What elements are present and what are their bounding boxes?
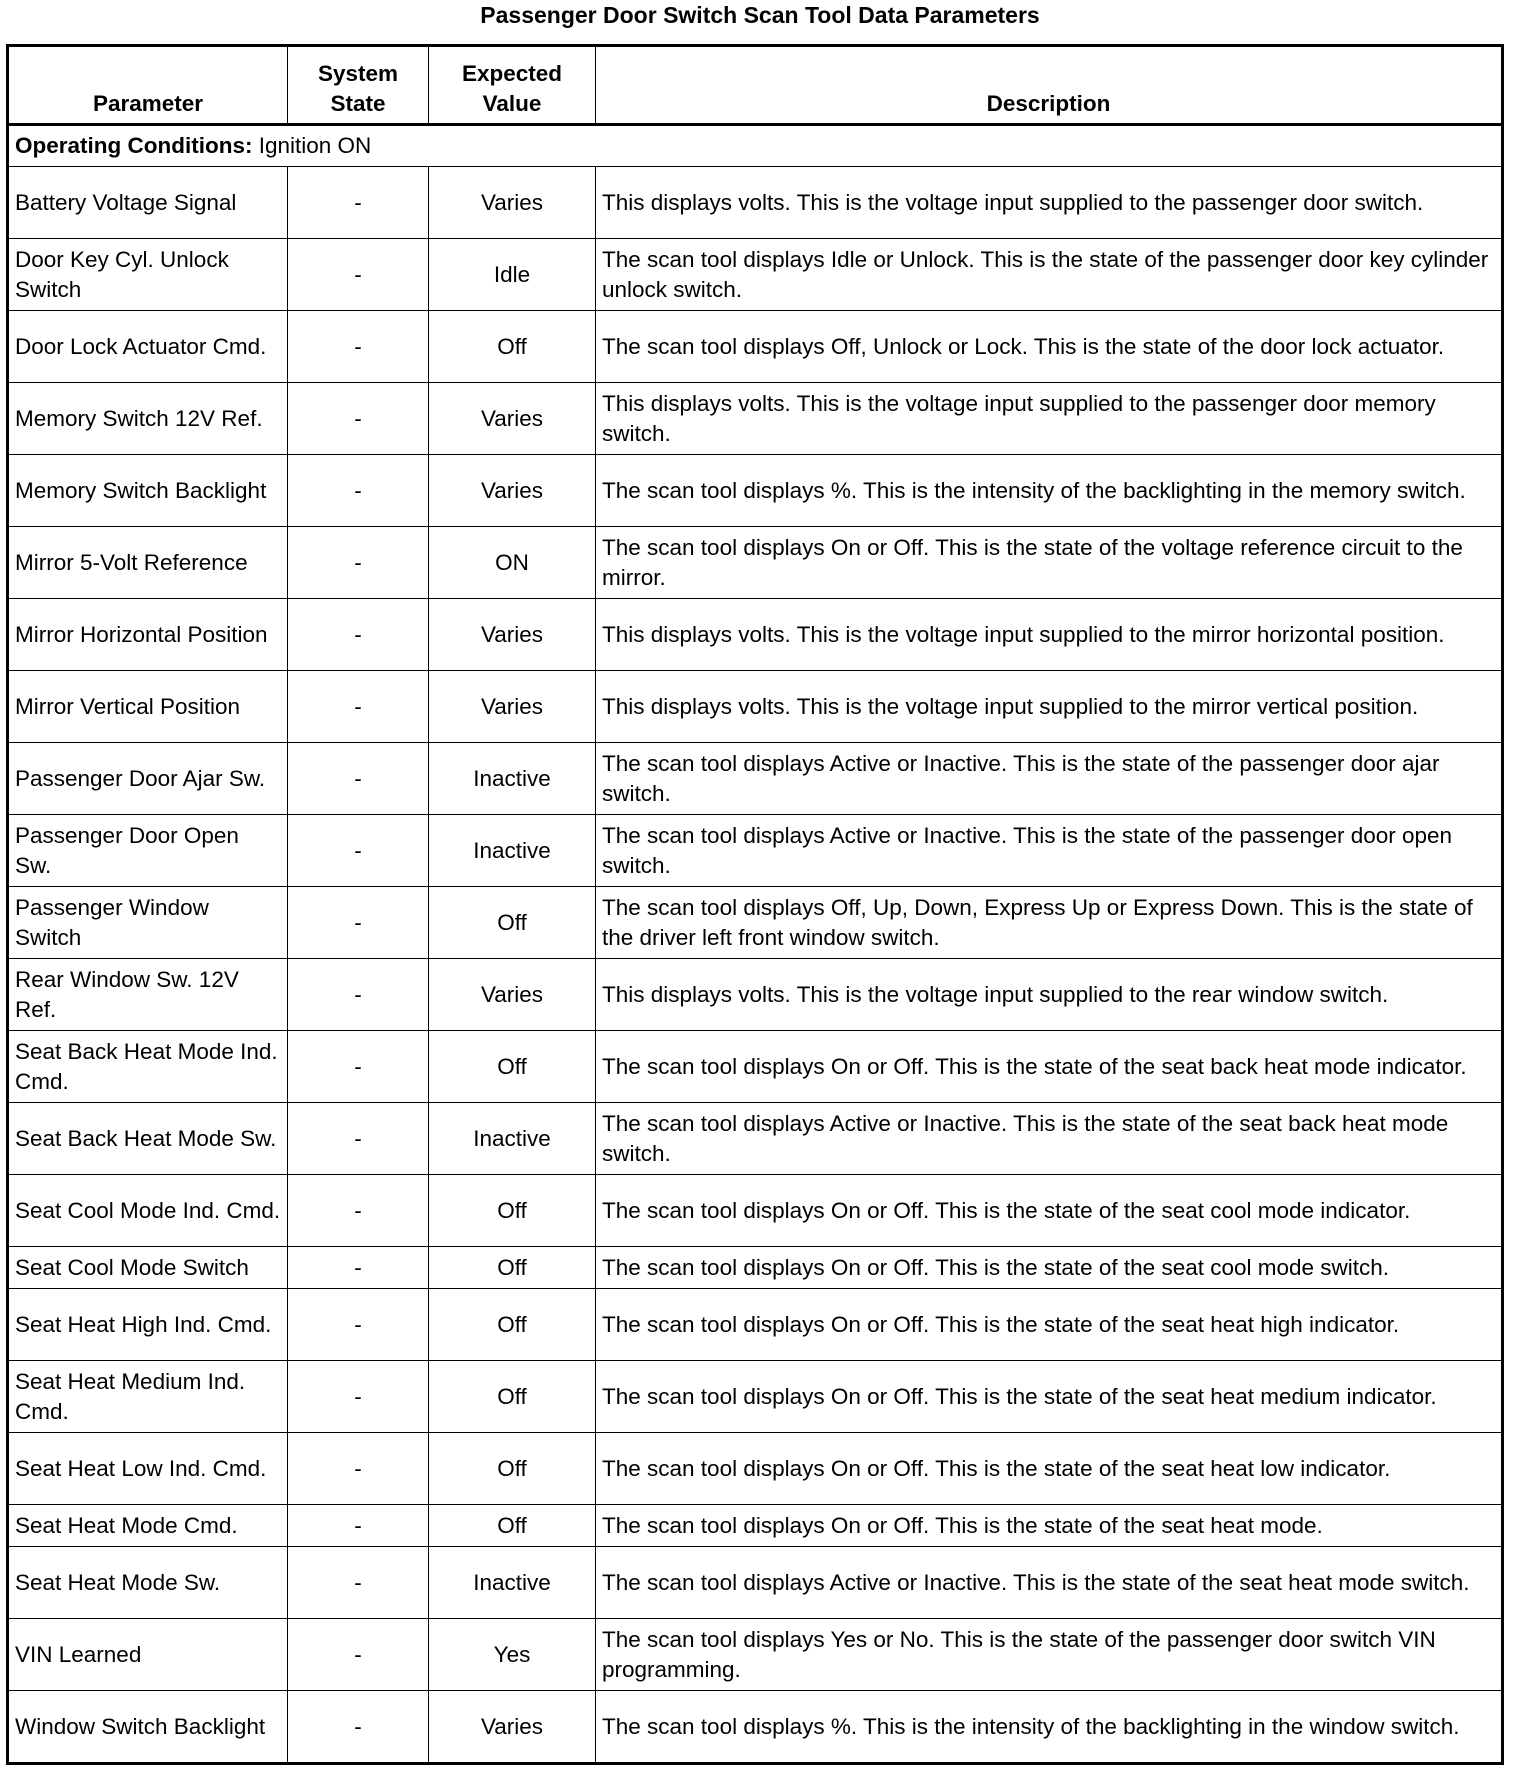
system-state-cell: - <box>288 311 429 383</box>
expected-value-cell: Inactive <box>429 743 596 815</box>
system-state-cell: - <box>288 1547 429 1619</box>
description-cell: The scan tool displays Off, Up, Down, Express Up or Express Down. This is the state of the driver left front window switch. <box>596 887 1503 959</box>
system-state-cell: - <box>288 1361 429 1433</box>
table-row <box>8 311 1503 383</box>
parameter-cell: Battery Voltage Signal <box>8 167 288 239</box>
description-cell: The scan tool displays On or Off. This is the state of the seat heat low indicator. <box>596 1433 1503 1505</box>
parameter-cell: Door Key Cyl. Unlock Switch <box>8 239 288 311</box>
header-system-state: System State <box>288 46 429 125</box>
parameter-cell: Passenger Door Ajar Sw. <box>8 743 288 815</box>
description-cell: This displays volts. This is the voltage input supplied to the rear window switch. <box>596 959 1503 1031</box>
table-row <box>8 1691 1503 1764</box>
table-row <box>8 1361 1503 1433</box>
expected-value-cell: Yes <box>429 1619 596 1691</box>
expected-value-cell: Varies <box>429 167 596 239</box>
table-row <box>8 1433 1503 1505</box>
parameters-table <box>6 44 1504 1765</box>
system-state-cell: - <box>288 671 429 743</box>
parameter-cell: Window Switch Backlight <box>8 1691 288 1764</box>
system-state-cell: - <box>288 1175 429 1247</box>
expected-value-cell: Off <box>429 887 596 959</box>
expected-value-cell: Varies <box>429 959 596 1031</box>
parameter-cell: Mirror 5-Volt Reference <box>8 527 288 599</box>
system-state-cell: - <box>288 1505 429 1547</box>
description-cell: The scan tool displays On or Off. This is the state of the seat back heat mode indicator. <box>596 1031 1503 1103</box>
system-state-cell: - <box>288 815 429 887</box>
table-row <box>8 1247 1503 1289</box>
description-cell: The scan tool displays %. This is the intensity of the backlighting in the window switch. <box>596 1691 1503 1764</box>
description-cell: The scan tool displays On or Off. This is the state of the seat heat medium indicator. <box>596 1361 1503 1433</box>
expected-value-cell: Varies <box>429 455 596 527</box>
parameter-cell: Seat Cool Mode Switch <box>8 1247 288 1289</box>
parameter-cell: Memory Switch Backlight <box>8 455 288 527</box>
expected-value-cell: Off <box>429 1433 596 1505</box>
expected-value-cell: Varies <box>429 383 596 455</box>
operating-conditions-value: Ignition ON <box>252 133 372 158</box>
header-row <box>8 46 1503 125</box>
expected-value-cell: Off <box>429 1175 596 1247</box>
table-row <box>8 167 1503 239</box>
table-row <box>8 1031 1503 1103</box>
description-cell: The scan tool displays On or Off. This is the state of the seat cool mode switch. <box>596 1247 1503 1289</box>
description-cell: The scan tool displays Yes or No. This is the state of the passenger door switch VIN programming. <box>596 1619 1503 1691</box>
operating-conditions-label: Operating Conditions: <box>15 133 253 158</box>
page-title: Passenger Door Switch Scan Tool Data Parameters <box>480 2 1040 28</box>
table-row <box>8 887 1503 959</box>
system-state-cell: - <box>288 1103 429 1175</box>
parameter-cell: Seat Heat Mode Cmd. <box>8 1505 288 1547</box>
expected-value-cell: Inactive <box>429 1103 596 1175</box>
description-cell: The scan tool displays Active or Inactive. This is the state of the passenger door open switch. <box>596 815 1503 887</box>
description-cell: The scan tool displays On or Off. This is the state of the seat heat mode. <box>596 1505 1503 1547</box>
description-cell: This displays volts. This is the voltage input supplied to the passenger door switch. <box>596 167 1503 239</box>
expected-value-cell: Inactive <box>429 815 596 887</box>
table-row <box>8 743 1503 815</box>
table-row <box>8 1619 1503 1691</box>
expected-value-cell: Varies <box>429 671 596 743</box>
table-row <box>8 1289 1503 1361</box>
description-cell: This displays volts. This is the voltage input supplied to the mirror horizontal position. <box>596 599 1503 671</box>
system-state-cell: - <box>288 1433 429 1505</box>
expected-value-cell: Off <box>429 1031 596 1103</box>
expected-value-cell: Off <box>429 1289 596 1361</box>
parameter-cell: Seat Heat Medium Ind. Cmd. <box>8 1361 288 1433</box>
description-cell: The scan tool displays Active or Inactive. This is the state of the seat back heat mode switch. <box>596 1103 1503 1175</box>
table-row <box>8 527 1503 599</box>
parameter-cell: Mirror Vertical Position <box>8 671 288 743</box>
table-row <box>8 815 1503 887</box>
description-cell: The scan tool displays %. This is the intensity of the backlighting in the memory switch. <box>596 455 1503 527</box>
expected-value-cell: Varies <box>429 1691 596 1764</box>
description-cell: The scan tool displays Active or Inactive. This is the state of the seat heat mode switch. <box>596 1547 1503 1619</box>
system-state-cell: - <box>288 527 429 599</box>
operating-conditions-row <box>8 125 1503 167</box>
header-description: Description <box>596 46 1503 125</box>
table-row <box>8 1547 1503 1619</box>
table-row <box>8 239 1503 311</box>
system-state-cell: - <box>288 599 429 671</box>
header-parameter: Parameter <box>8 46 288 125</box>
parameter-cell: Door Lock Actuator Cmd. <box>8 311 288 383</box>
parameter-cell: Mirror Horizontal Position <box>8 599 288 671</box>
system-state-cell: - <box>288 1619 429 1691</box>
table-row <box>8 1175 1503 1247</box>
description-cell: The scan tool displays Active or Inactive. This is the state of the passenger door ajar switch. <box>596 743 1503 815</box>
expected-value-cell: Off <box>429 1505 596 1547</box>
parameter-cell: Seat Heat High Ind. Cmd. <box>8 1289 288 1361</box>
table-row <box>8 959 1503 1031</box>
table-row <box>8 1103 1503 1175</box>
expected-value-cell: Varies <box>429 599 596 671</box>
expected-value-cell: Off <box>429 311 596 383</box>
parameter-cell: Memory Switch 12V Ref. <box>8 383 288 455</box>
expected-value-cell: Idle <box>429 239 596 311</box>
table-row <box>8 671 1503 743</box>
expected-value-cell: Inactive <box>429 1547 596 1619</box>
expected-value-cell: Off <box>429 1361 596 1433</box>
system-state-cell: - <box>288 743 429 815</box>
system-state-cell: - <box>288 455 429 527</box>
system-state-cell: - <box>288 239 429 311</box>
expected-value-cell: Off <box>429 1247 596 1289</box>
operating-conditions <box>8 125 1503 167</box>
parameter-cell: Seat Back Heat Mode Ind. Cmd. <box>8 1031 288 1103</box>
table-row <box>8 599 1503 671</box>
description-cell: This displays volts. This is the voltage input supplied to the mirror vertical position. <box>596 671 1503 743</box>
parameter-cell: Passenger Window Switch <box>8 887 288 959</box>
header-expected-value: Expected Value <box>429 46 596 125</box>
system-state-cell: - <box>288 887 429 959</box>
parameter-cell: Seat Back Heat Mode Sw. <box>8 1103 288 1175</box>
parameter-cell: Passenger Door Open Sw. <box>8 815 288 887</box>
expected-value-cell: ON <box>429 527 596 599</box>
description-cell: This displays volts. This is the voltage input supplied to the passenger door memory switch. <box>596 383 1503 455</box>
system-state-cell: - <box>288 959 429 1031</box>
parameter-cell: Seat Heat Mode Sw. <box>8 1547 288 1619</box>
description-cell: The scan tool displays On or Off. This is the state of the seat heat high indicator. <box>596 1289 1503 1361</box>
system-state-cell: - <box>288 1289 429 1361</box>
parameter-cell: Rear Window Sw. 12V Ref. <box>8 959 288 1031</box>
system-state-cell: - <box>288 167 429 239</box>
table-row <box>8 383 1503 455</box>
system-state-cell: - <box>288 383 429 455</box>
description-cell: The scan tool displays Idle or Unlock. This is the state of the passenger door key cylinder unlock switch. <box>596 239 1503 311</box>
system-state-cell: - <box>288 1031 429 1103</box>
parameter-cell: VIN Learned <box>8 1619 288 1691</box>
description-cell: The scan tool displays Off, Unlock or Lock. This is the state of the door lock actuator. <box>596 311 1503 383</box>
parameter-cell: Seat Cool Mode Ind. Cmd. <box>8 1175 288 1247</box>
description-cell: The scan tool displays On or Off. This is the state of the seat cool mode indicator. <box>596 1175 1503 1247</box>
table-row <box>8 455 1503 527</box>
table-row <box>8 1505 1503 1547</box>
parameter-cell: Seat Heat Low Ind. Cmd. <box>8 1433 288 1505</box>
system-state-cell: - <box>288 1247 429 1289</box>
description-cell: The scan tool displays On or Off. This is the state of the voltage reference circuit to the mirror. <box>596 527 1503 599</box>
system-state-cell: - <box>288 1691 429 1764</box>
